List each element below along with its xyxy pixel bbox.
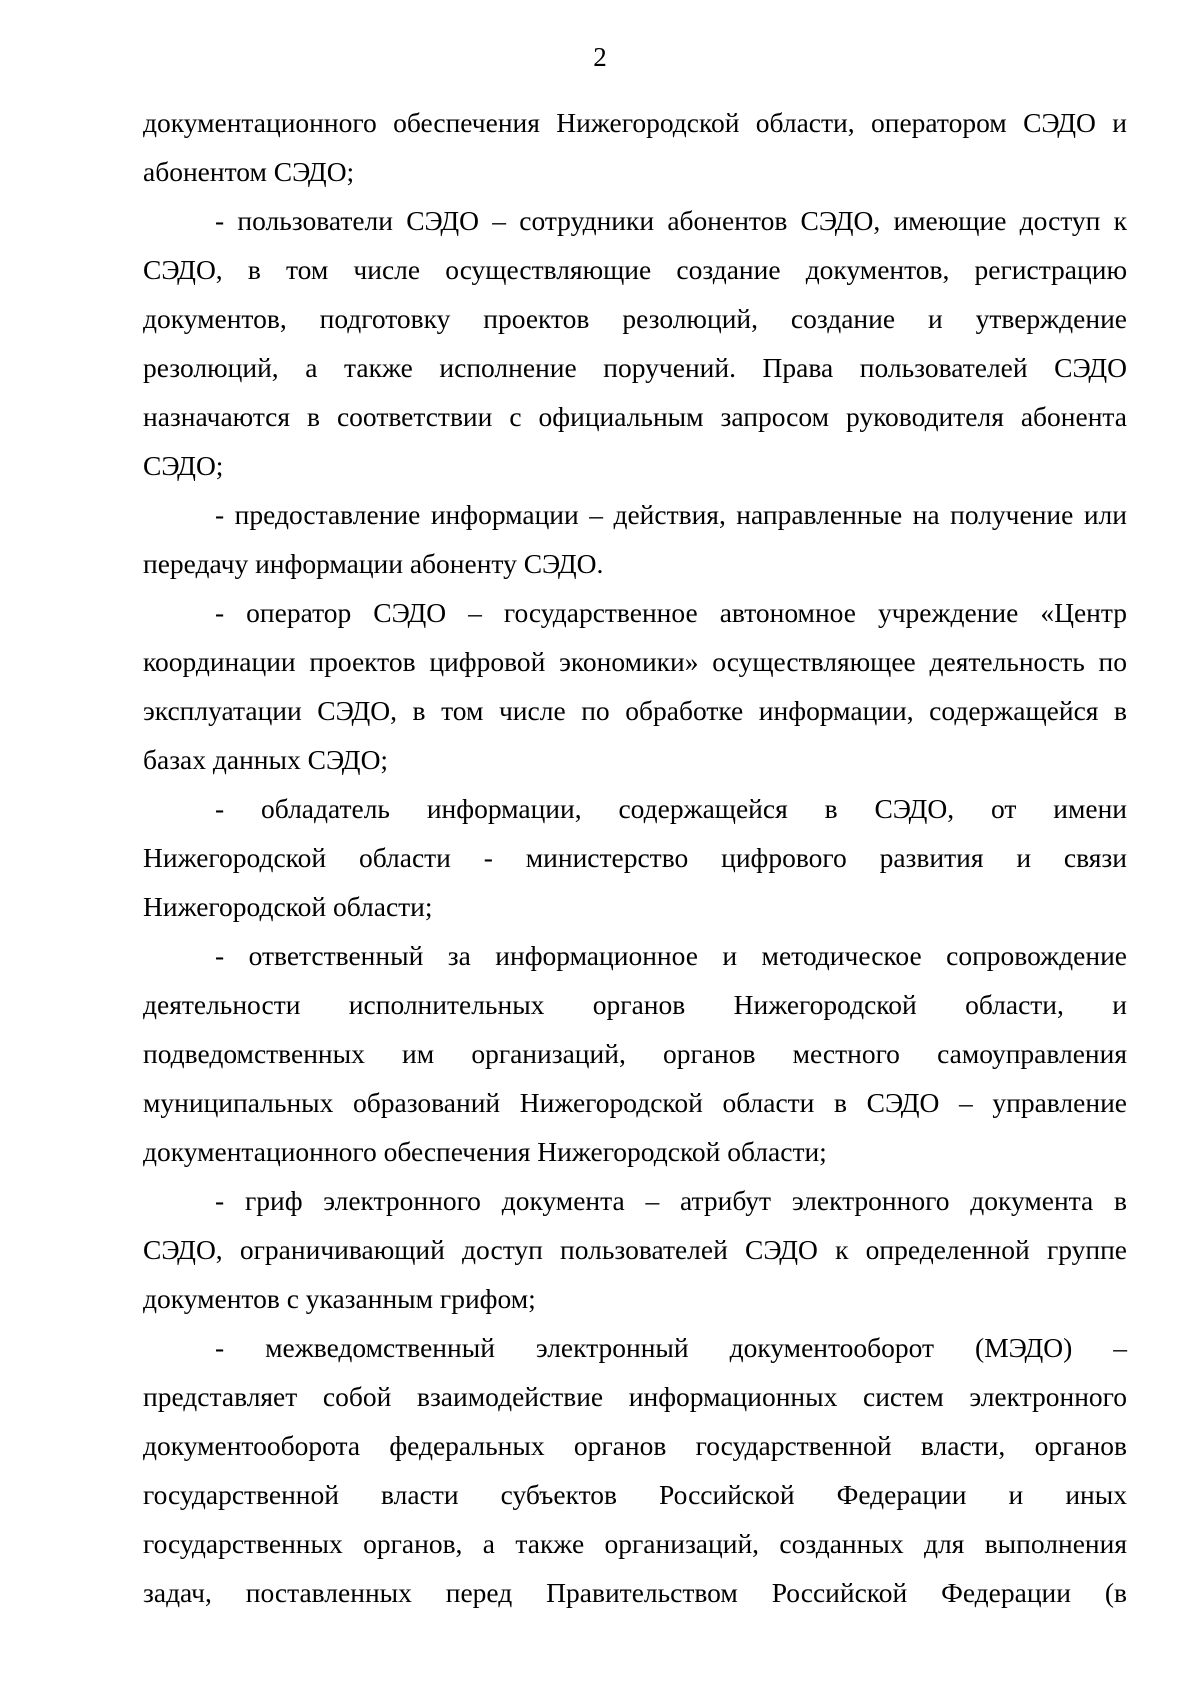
text-line: документационного обеспечения Нижегородской области; <box>143 1136 827 1167</box>
text-line: резолюций, а также исполнение поручений. Права пользователей СЭДО <box>143 352 1127 383</box>
document-body <box>143 98 1127 1617</box>
text-line: эксплуатации СЭДО, в том числе по обработке информации, содержащейся в <box>143 695 1127 726</box>
text-line: документооборота федеральных органов государственной власти, органов <box>143 1430 1127 1461</box>
text-line: базах данных СЭДО; <box>143 744 389 775</box>
text-line: СЭДО, ограничивающий доступ пользователей СЭДО к определенной группе <box>143 1234 1127 1265</box>
text-line: СЭДО; <box>143 450 224 481</box>
text-line: государственных органов, а также организаций, созданных для выполнения <box>143 1528 1127 1559</box>
page-number: 2 <box>593 42 607 72</box>
text-line: координации проектов цифровой экономики» осуществляющее деятельность по <box>143 646 1127 677</box>
text-line: - пользователи СЭДО – сотрудники абонентов СЭДО, имеющие доступ к <box>215 205 1127 236</box>
text-line: подведомственных им организаций, органов местного самоуправления <box>143 1038 1127 1069</box>
text-line: - обладатель информации, содержащейся в СЭДО, от имени <box>215 793 1127 824</box>
text-line: документационного обеспечения Нижегородской области, оператором СЭДО и <box>143 107 1127 138</box>
text-line: Нижегородской области; <box>143 891 433 922</box>
text-line: Нижегородской области - министерство цифрового развития и связи <box>143 842 1127 873</box>
text-line: абонентом СЭДО; <box>143 156 355 187</box>
text-line: СЭДО, в том числе осуществляющие создание документов, регистрацию <box>143 254 1127 285</box>
text-line: представляет собой взаимодействие информационных систем электронного <box>143 1381 1127 1412</box>
text-line: - предоставление информации – действия, направленные на получение или <box>215 499 1127 530</box>
text-line: государственной власти субъектов Российской Федерации и иных <box>143 1479 1127 1510</box>
text-line: передачу информации абоненту СЭДО. <box>143 548 604 579</box>
text-line: документов, подготовку проектов резолюций, создание и утверждение <box>143 303 1127 334</box>
text-line: деятельности исполнительных органов Нижегородской области, и <box>143 989 1127 1020</box>
text-line: назначаются в соответствии с официальным запросом руководителя абонента <box>143 401 1127 432</box>
text-line: - ответственный за информационное и методическое сопровождение <box>215 940 1127 971</box>
text-line: - межведомственный электронный документооборот (МЭДО) – <box>215 1332 1127 1363</box>
text-line: - гриф электронного документа – атрибут электронного документа в <box>215 1185 1127 1216</box>
text-line: документов с указанным грифом; <box>143 1283 536 1314</box>
text-line: муниципальных образований Нижегородской области в СЭДО – управление <box>143 1087 1127 1118</box>
text-line: задач, поставленных перед Правительством Российской Федерации (в <box>143 1577 1127 1608</box>
text-line: - оператор СЭДО – государственное автономное учреждение «Центр <box>215 597 1127 628</box>
